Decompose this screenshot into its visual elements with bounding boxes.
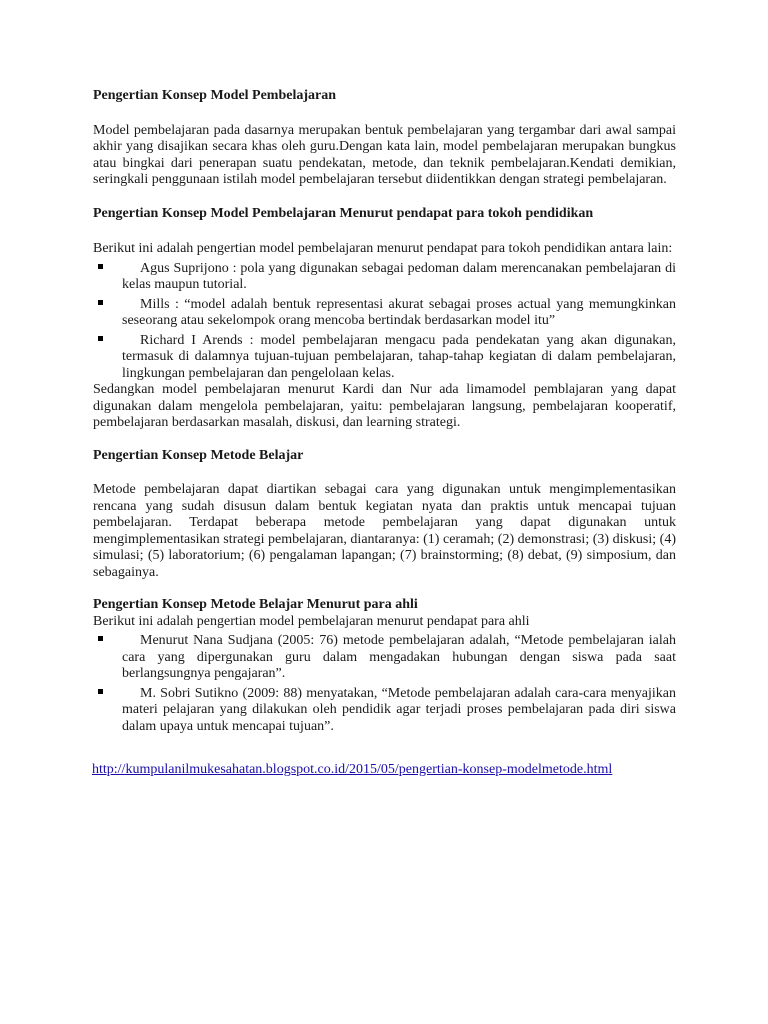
list-item bbox=[93, 686, 676, 736]
list-item bbox=[93, 633, 676, 683]
section-heading-model-pembelajaran: Pengertian Konsep Model Pembelajaran bbox=[93, 88, 337, 103]
list-item bbox=[93, 297, 676, 330]
section-heading-menurut-tokoh: Pengertian Konsep Model Pembelajaran Menurut pendapat para tokoh pendidikan bbox=[93, 205, 594, 221]
tokoh-list bbox=[93, 261, 676, 383]
bullet-icon bbox=[98, 689, 103, 694]
bullet-icon bbox=[98, 264, 103, 269]
paragraph-kardi-nur: Sedangkan model pembelajaran menurut Kardi dan Nur ada limamodel pemblajaran yang dapat digunakan dalam mengelola pembelajaran, yaitu: pembelajaran langsung, pembelajaran kooperatif, pembelajaran berdasarkan masalah, diskusi, dan learning strategi. bbox=[93, 382, 676, 430]
list-item-text: M. Sobri Sutikno (2009: 88) menyatakan, “Metode pembelajaran adalah cara-cara menyajikan materi pelajaran yang dilakukan oleh pendidik agar terjadi proses pembelajaran pada diri siswa dalam upaya untuk mencapai tujuan”. bbox=[122, 685, 676, 734]
list-item bbox=[93, 333, 676, 383]
bullet-icon bbox=[98, 636, 103, 641]
bullet-icon bbox=[98, 300, 103, 305]
list-item-text: Agus Suprijono : pola yang digunakan sebagai pedoman dalam merencanakan pembelajaran di kelas maupun tutorial. bbox=[122, 260, 676, 292]
paragraph-ahli-intro: Berikut ini adalah pengertian model pembelajaran menurut pendapat para ahli bbox=[93, 613, 530, 629]
paragraph-metode-belajar: Metode pembelajaran dapat diartikan sebagai cara yang digunakan untuk mengimplementasikan rencana yang sudah disusun dalam bentuk kegiatan nyata dan praktis untuk mencapai tujuan pembelajaran. Terdapat beberapa metode pembelajaran yang dapat digunakan untuk mengimplementasikan strategi pembelajaran, diantaranya: (1) ceramah; (2) demonstrasi; (3) diskusi; (4) simulasi; (5) laboratorium; (6) pengalaman lapangan; (7) brainstorming; (8) debat, (9) simposium, dan sebagainya. bbox=[93, 482, 676, 580]
paragraph-model-pembelajaran: Model pembelajaran pada dasarnya merupakan bentuk pembelajaran yang tergambar dari awal sampai akhir yang disajikan secara khas oleh guru.Dengan kata lain, model pembelajaran merupakan bungkus atau bingkai dari penerapan suatu pendekatan, metode, dan teknik pembelajaran.Kendati demikian, seringkali penggunaan istilah model pembelajaran tersebut diidentikkan dengan strategi pembelajaran. bbox=[93, 122, 676, 187]
ahli-list bbox=[93, 633, 676, 735]
document-page bbox=[93, 88, 676, 779]
paragraph-tokoh-intro: Berikut ini adalah pengertian model pembelajaran menurut pendapat para tokoh pendidikan antara lain: bbox=[93, 241, 673, 256]
list-item-text: Menurut Nana Sudjana (2005: 76) metode pembelajaran adalah, “Metode pembelajaran ialah cara yang dipergunakan guru dalam mengadakan hubungan dengan siswa pada saat berlangsungnya pengajaran”. bbox=[122, 633, 676, 681]
list-item bbox=[93, 261, 676, 294]
source-link[interactable]: http://kumpulanilmukesahatan.blogspot.co.id/2015/05/pengertian-konsep-modelmetode.html bbox=[92, 762, 613, 777]
section-heading-metode-belajar: Pengertian Konsep Metode Belajar bbox=[93, 447, 304, 463]
section-heading-metode-ahli: Pengertian Konsep Metode Belajar Menurut para ahli bbox=[93, 597, 418, 612]
list-item-text: Richard I Arends : model pembelajaran mengacu pada pendekatan yang akan digunakan, termasuk di dalamnya tujuan-tujuan pembelajaran, tahap-tahap kegiatan di dalam pembelajaran, lingkungan pembelajaran dan pengelolaan kelas. bbox=[122, 332, 676, 381]
bullet-icon bbox=[98, 336, 103, 341]
list-item-text: Mills : “model adalah bentuk representasi akurat sebagai proses actual yang memungkinkan seseorang atau sekelompok orang mencoba bertindak berdasarkan model itu” bbox=[122, 296, 676, 328]
